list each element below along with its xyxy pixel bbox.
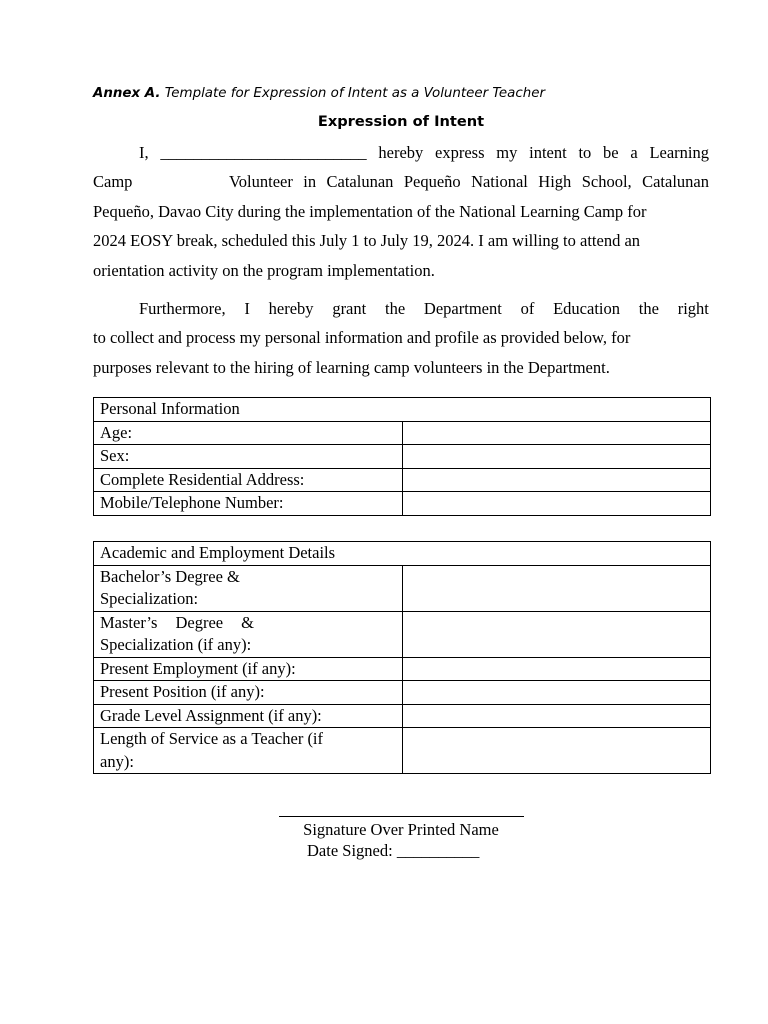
masters-word: Master’s [100,612,158,632]
address-field[interactable] [402,468,711,492]
intent-word-camp: Camp [93,172,133,192]
intent-word: Catalunan [326,172,394,192]
length-of-service-field[interactable] [402,728,711,774]
bachelors-field[interactable] [402,565,711,611]
consent-line-2: to collect and process my personal information and profile as provided below, for [93,328,631,348]
intent-word: hereby [378,143,424,162]
intent-paragraph [93,138,709,285]
intent-line-4: 2024 EOSY break, scheduled this July 1 to July 19, 2024. I am willing to attend an [93,231,641,251]
masters-field[interactable] [402,611,711,657]
consent-word: Furthermore, [139,299,226,318]
consent-word: of [520,299,535,318]
name-blank: _________________________ [160,143,367,162]
intent-line-5: orientation activity on the program implementation. [93,260,435,280]
bachelors-label [94,565,403,611]
annex-heading [93,86,545,101]
intent-word: Catalunan [642,172,709,192]
present-position-field[interactable] [402,681,711,705]
masters-label-line-1 [100,612,254,635]
bachelors-label-line-2: Specialization: [100,589,199,608]
table-header-row [94,542,711,566]
intent-word: a [630,143,638,162]
bachelors-label-line-1: Bachelor’s Degree & [100,566,240,586]
intent-word: Pequeño [403,172,461,192]
table-row [94,421,711,445]
table-row [94,468,711,492]
present-employment-label: Present Employment (if any): [94,657,403,681]
table-row [94,445,711,469]
length-of-service-label [94,728,403,774]
signature-label: Signature Over Printed Name [303,820,499,839]
table-row [94,492,711,516]
table-row [94,704,711,728]
length-of-service-label-line-2: any): [100,751,134,771]
masters-label-line-2: Specialization (if any): [100,635,252,654]
consent-line-1 [93,294,709,323]
intent-word: Learning [649,143,709,162]
table-header-row [94,398,711,422]
annex-label: Annex A. [93,86,161,101]
intent-word: express [435,143,485,162]
intent-word: be [603,143,619,162]
consent-paragraph [93,294,709,382]
address-label: Complete Residential Address: [94,468,403,492]
age-field[interactable] [402,421,711,445]
masters-label [94,611,403,657]
intent-word: School, [581,172,632,192]
intent-word: National [471,172,528,192]
intent-line-2 [93,167,709,196]
length-of-service-label-line-1: Length of Service as a Teacher (if [100,729,324,748]
consent-word: Education [553,299,620,318]
table-row [94,611,711,657]
intent-word: in [303,172,317,192]
consent-word: the [384,299,406,318]
intent-word: my [496,143,518,162]
consent-word: the [638,299,659,318]
table-row [94,565,711,611]
consent-word: Department [423,299,502,318]
table-row [94,681,711,705]
intent-pronoun: I, [139,143,149,162]
masters-word: Degree [175,612,224,632]
intent-word: High [538,172,572,192]
page-title: Expression of Intent [317,113,485,130]
personal-info-header: Personal Information [94,398,711,422]
present-employment-field[interactable] [402,657,711,681]
grade-level-label: Grade Level Assignment (if any): [94,704,403,728]
intent-word: intent [529,143,567,162]
age-label: Age: [94,421,403,445]
table-row [94,728,711,774]
intent-line-1 [93,138,709,167]
present-position-label: Present Position (if any): [94,681,403,705]
signature-line[interactable] [279,816,524,817]
consent-word: right [677,299,709,318]
intent-word: to [578,143,592,162]
phone-field[interactable] [402,492,711,516]
academic-employment-header: Academic and Employment Details [94,542,711,566]
intent-line-3: Pequeño, Davao City during the implementation of the National Learning Camp for [93,201,647,221]
intent-word: Volunteer [229,172,293,192]
masters-word: & [241,612,254,632]
table-row [94,657,711,681]
personal-info-table [93,397,711,516]
sex-label: Sex: [94,445,403,469]
grade-level-field[interactable] [402,704,711,728]
academic-employment-table [93,541,711,774]
annex-text: Template for Expression of Intent as a Volunteer Teacher [164,86,545,101]
consent-word: grant [332,299,367,318]
date-signed-label: Date Signed: __________ [307,841,480,860]
consent-line-3: purposes relevant to the hiring of learning camp volunteers in the Department. [93,357,610,377]
consent-word: hereby [268,299,314,318]
consent-word: I [244,299,250,318]
phone-label: Mobile/Telephone Number: [94,492,403,516]
intent-line-2-rest [229,167,709,196]
sex-field[interactable] [402,445,711,469]
